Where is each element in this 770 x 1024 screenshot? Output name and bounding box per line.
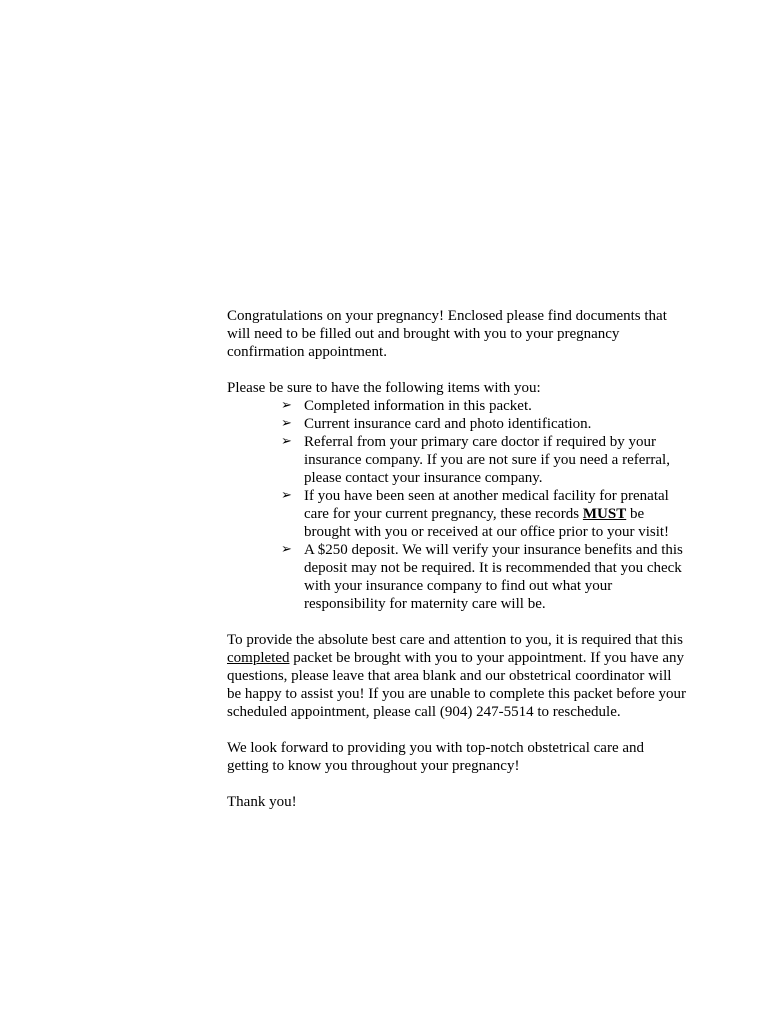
arrow-bullet-icon: ➢: [281, 542, 292, 557]
item-text: Completed information in this packet.: [304, 398, 532, 414]
completed-underlined: completed: [227, 650, 290, 666]
item-text: Referral from your primary care doctor if required by your insurance company. If you are not sure if you need a referral, please contact your insurance company.: [304, 434, 670, 486]
item-text: [304, 488, 669, 540]
welcome-letter: [227, 307, 687, 811]
arrow-bullet-icon: ➢: [281, 488, 292, 503]
must-emphasis: MUST: [582, 506, 627, 522]
item-text-part: If you have been seen at another medical facility for prenatal care for your current pregnancy, these records: [304, 488, 669, 522]
list-item: [281, 433, 687, 487]
arrow-bullet-icon: ➢: [281, 434, 292, 449]
intro-paragraph: Congratulations on your pregnancy! Enclosed please find documents that will need to be filled out and brought with you to your pregnancy confirmation appointment.: [227, 308, 667, 360]
item-text: A $250 deposit. We will verify your insurance benefits and this deposit may not be required. It is recommended that you check with your insurance company to find out what your responsibility for maternity care will be.: [304, 542, 683, 612]
arrow-bullet-icon: ➢: [281, 416, 292, 431]
list-item: [281, 487, 687, 541]
closing-paragraph: We look forward to providing you with top-notch obstetrical care and getting to know you throughout your pregnancy!: [227, 740, 645, 774]
care-paragraph: [227, 631, 687, 721]
care-text-part: packet be brought with you to your appointment. If you have any questions, please leave that area blank and our obstetrical coordinator will be happy to assist you! If you are unable to complete this packet before your scheduled appointment, please call (904) 247-5514 to reschedule.: [227, 650, 687, 720]
required-items-list: [227, 397, 687, 613]
list-item: [281, 415, 687, 433]
arrow-bullet-icon: ➢: [281, 398, 292, 413]
list-item: [281, 541, 687, 613]
care-text-part: To provide the absolute best care and attention to you, it is required that this: [227, 632, 683, 648]
list-item: [281, 397, 687, 415]
item-text: Current insurance card and photo identification.: [304, 416, 592, 432]
items-heading: Please be sure to have the following items with you:: [227, 380, 541, 396]
item-text-part: be brought with you or received at our office prior to your visit!: [304, 506, 670, 540]
sign-off: Thank you!: [227, 794, 297, 810]
